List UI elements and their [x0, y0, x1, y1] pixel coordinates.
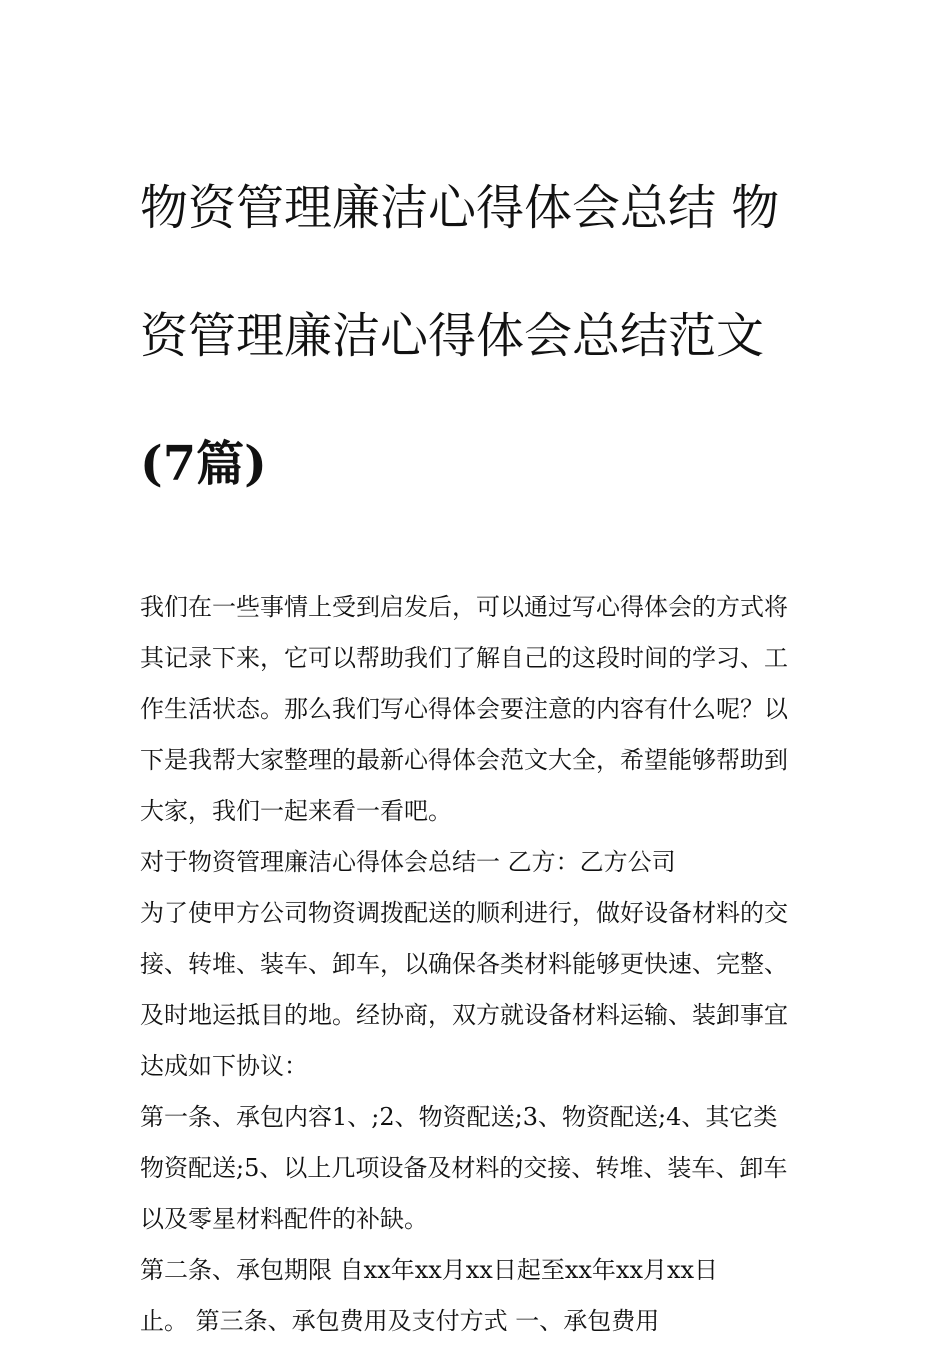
- paragraph-line: 接、转堆、装车、卸车，以确保各类材料能够更快速、完整、: [140, 950, 788, 978]
- document-title: [140, 112, 815, 560]
- paragraph-section-heading: [140, 837, 815, 888]
- paragraph-line: 为了使甲方公司物资调拨配送的顺利进行，做好设备材料的交: [140, 899, 788, 927]
- paragraph-line: 我们在一些事情上受到启发后，可以通过写心得体会的方式将: [140, 593, 788, 621]
- title-line-1: 物资管理廉洁心得体会总结 物: [140, 180, 780, 236]
- paragraph-line: 大家，我们一起来看一看吧。: [140, 797, 452, 825]
- paragraph-line: 以及零星材料配件的补缺。: [140, 1205, 428, 1233]
- paragraph-line: 对于物资管理廉洁心得体会总结一 乙方：乙方公司: [140, 848, 676, 876]
- title-line-3: (7篇): [140, 436, 267, 492]
- title-line-2: 资管理廉洁心得体会总结范文: [140, 308, 765, 364]
- paragraph-line: 物资配送;5、以上几项设备及材料的交接、转堆、装车、卸车: [140, 1154, 788, 1182]
- paragraph-line: 其记录下来，它可以帮助我们了解自己的这段时间的学习、工: [140, 644, 788, 672]
- paragraph-line: 止。 第三条、承包费用及支付方式 一、承包费用: [140, 1307, 660, 1335]
- paragraph-line: 达成如下协议：: [140, 1052, 308, 1080]
- paragraph-line: 下是我帮大家整理的最新心得体会范文大全，希望能够帮助到: [140, 746, 788, 774]
- paragraph-line: 第二条、承包期限 自xx年xx月xx日起至xx年xx月xx日: [140, 1256, 719, 1284]
- paragraph-line: 作生活状态。那么我们写心得体会要注意的内容有什么呢？以: [140, 695, 788, 723]
- document-content: [140, 112, 815, 1347]
- paragraph-line: 第一条、承包内容1、;2、物资配送;3、物资配送;4、其它类: [140, 1103, 778, 1131]
- paragraph-intro: [140, 582, 815, 837]
- paragraph-article-2-3: [140, 1245, 815, 1347]
- paragraph-article-1: [140, 1092, 815, 1245]
- paragraph-line: 及时地运抵目的地。经协商，双方就设备材料运输、装卸事宜: [140, 1001, 788, 1029]
- document-body: [140, 582, 815, 1347]
- paragraph-purpose: [140, 888, 815, 1092]
